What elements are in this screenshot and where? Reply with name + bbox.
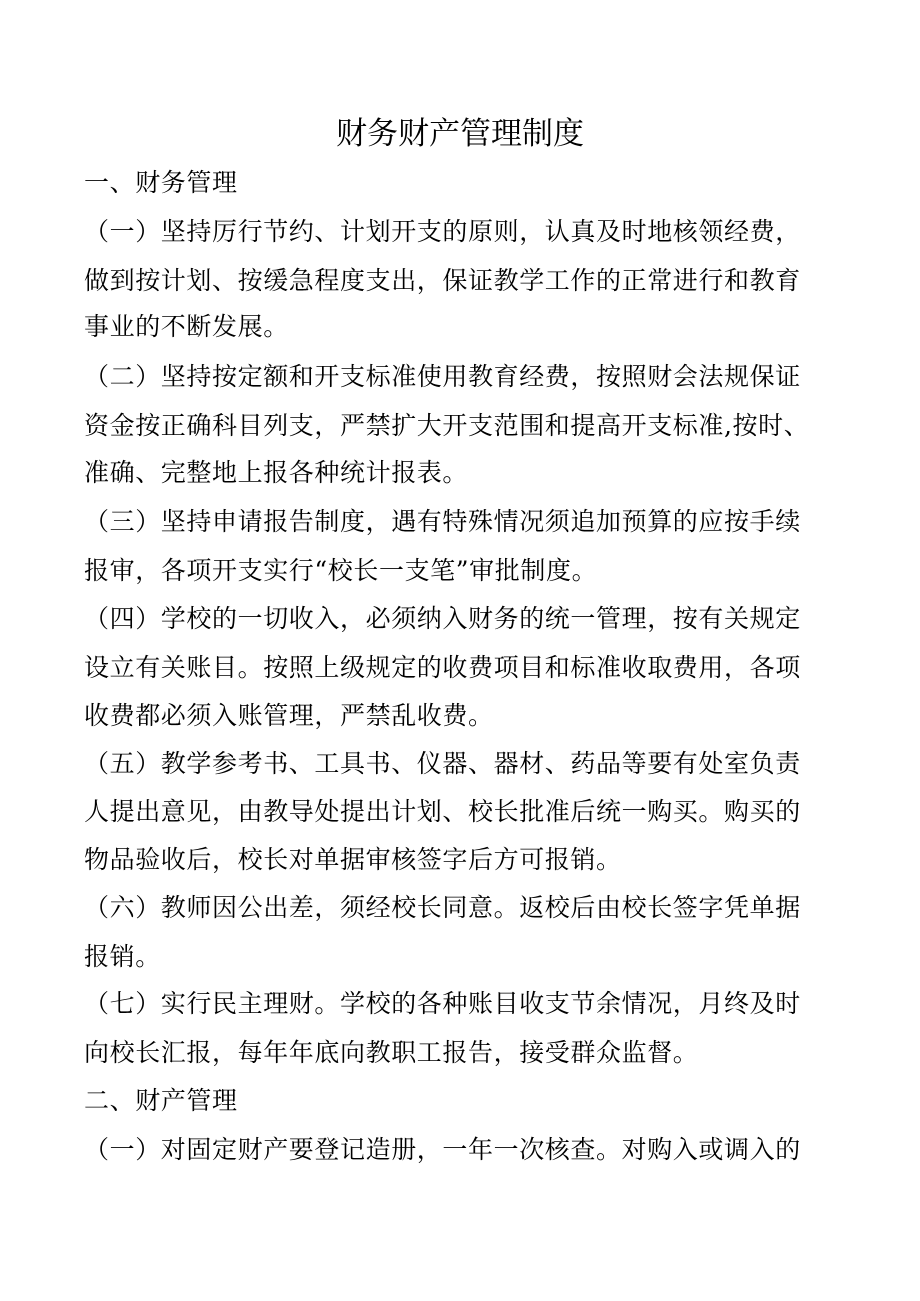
document-title: 财务财产管理制度	[336, 116, 584, 152]
paragraph-line: （二）坚持按定额和开支标准使用教育经费，按照财会法规保证	[84, 362, 801, 391]
paragraph-line: （一）坚持厉行节约、计划开支的原则，认真及时地核领经费，	[84, 217, 801, 246]
paragraph-line: （一）对固定财产要登记造册，一年一次核查。对购入或调入的	[84, 1135, 801, 1164]
paragraph-line: 人提出意见，由教导处提出计划、校长批准后统一购买。购买的	[84, 797, 801, 826]
section-heading-property: 二、财产管理	[84, 1086, 238, 1115]
paragraph-line: 资金按正确科目列支，严禁扩大开支范围和提高开支标准,按时、	[84, 411, 810, 440]
paragraph-line: 准确、完整地上报各种统计报表。	[84, 458, 469, 487]
paragraph-line: 收费都必须入账管理，严禁乱收费。	[84, 701, 494, 730]
paragraph-line: （六）教师因公出差，须经校长同意。返校后由校长签字凭单据	[84, 893, 801, 922]
paragraph-line: 设立有关账目。按照上级规定的收费项目和标准收取费用，各项	[84, 653, 801, 682]
paragraph-line: 报销。	[84, 942, 161, 971]
paragraph-line: （四）学校的一切收入，必须纳入财务的统一管理，按有关规定	[84, 604, 801, 633]
paragraph-line: 物品验收后，校长对单据审核签字后方可报销。	[84, 845, 622, 874]
paragraph-line: 向校长汇报，每年年底向教职工报告，接受群众监督。	[84, 1038, 699, 1067]
paragraph-line: （五）教学参考书、工具书、仪器、器材、药品等要有处室负责	[84, 749, 801, 778]
paragraph-line: （三）坚持申请报告制度，遇有特殊情况须追加预算的应按手续	[84, 507, 801, 536]
paragraph-line: 事业的不断发展。	[84, 312, 289, 341]
section-heading-finance: 一、财务管理	[84, 168, 238, 197]
paragraph-line: 做到按计划、按缓急程度支出，保证教学工作的正常进行和教育	[84, 266, 801, 295]
paragraph-line: （七）实行民主理财。学校的各种账目收支节余情况，月终及时	[84, 989, 801, 1018]
paragraph-line: 报审，各项开支实行“校长一支笔”审批制度。	[84, 556, 598, 585]
